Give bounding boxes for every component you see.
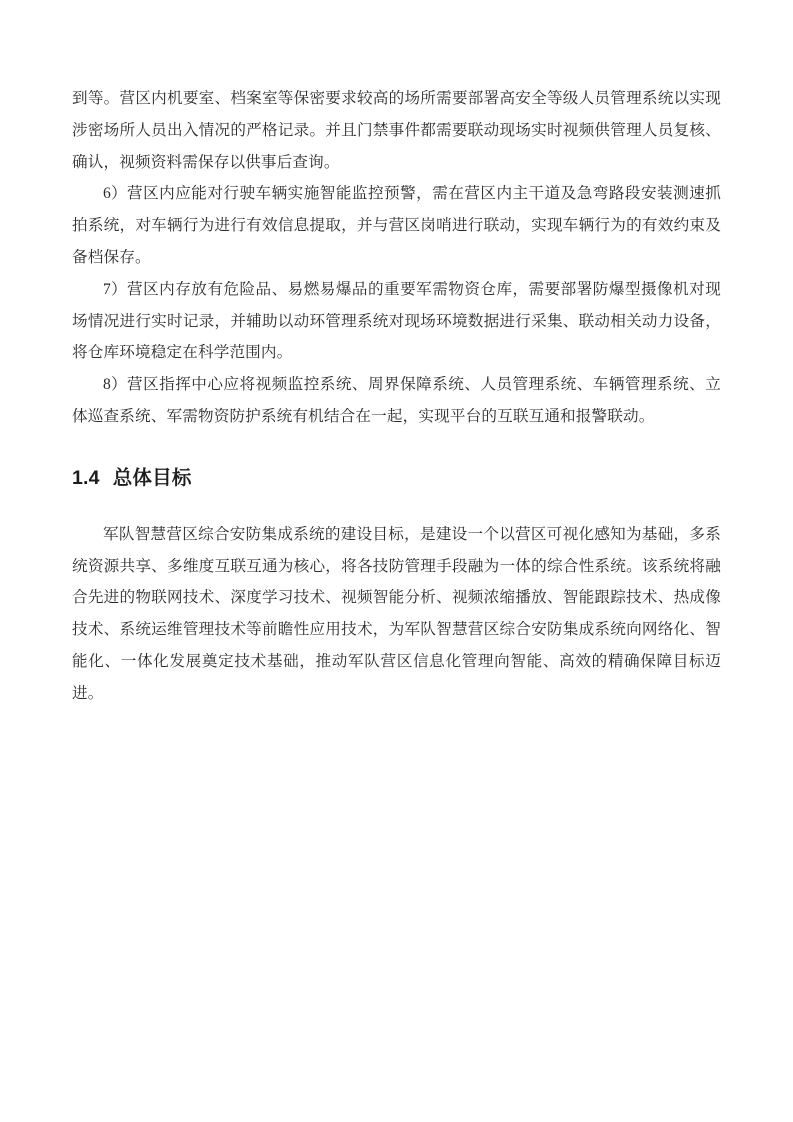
list-item-6 (72, 178, 721, 273)
page-content-column (72, 83, 721, 710)
section-heading-title: 总体目标 (112, 466, 192, 489)
list-item-6-marker: 6） (103, 185, 128, 203)
list-item-8-text: 营区指挥中心应将视频监控系统、周界保障系统、人员管理系统、车辆管理系统、立体巡查系统、军需物资防护系统有机结合在一起，实现平台的互联互通和报警联动。 (72, 376, 721, 425)
list-item-7-marker: 7） (103, 280, 128, 298)
paragraph-continued-text: 到等。营区内机要室、档案室等保密要求较高的场所需要部署高安全等级人员管理系统以实现涉密场所人员出入情况的严格记录。并且门禁事件都需要联动现场实时视频供管理人员复核、确认，视频资料需保存以供事后查询。 (72, 90, 721, 171)
list-item-7-text: 营区内存放有危险品、易燃易爆品的重要军需物资仓库，需要部署防爆型摄像机对现场情况进行实时记录，并辅助以动环管理系统对现场环境数据进行采集、联动相关动力设备，将仓库环境稳定在科学范围内。 (72, 280, 721, 362)
section-heading (72, 464, 721, 492)
section-body-paragraph: 军队智慧营区综合安防集成系统的建设目标，是建设一个以营区可视化感知为基础，多系统资源共享、多维度互联互通为核心，将各技防管理手段融为一体的综合性系统。该系统将融合先进的物联网技术、深度学习技术、视频智能分析、视频浓缩播放、智能跟踪技术、热成像技术、系统运维管理技术等前瞻性应用技术，为军队智慧营区综合安防集成系统向网络化、智能化、一体化发展奠定技术基础，推动军队营区信息化管理向智能、高效的精确保障目标迈进。 (72, 525, 721, 702)
list-item-6-text: 营区内应能对行驶车辆实施智能监控预警，需在营区内主干道及急弯路段安装测速抓拍系统，对车辆行为进行有效信息提取，并与营区岗哨进行联动，实现车辆行为的有效约束及备档保存。 (72, 185, 721, 266)
section-heading-number: 1.4 (72, 466, 100, 489)
list-item-8 (72, 369, 721, 433)
list-item-8-marker: 8） (103, 376, 128, 394)
list-item-7 (72, 274, 721, 369)
